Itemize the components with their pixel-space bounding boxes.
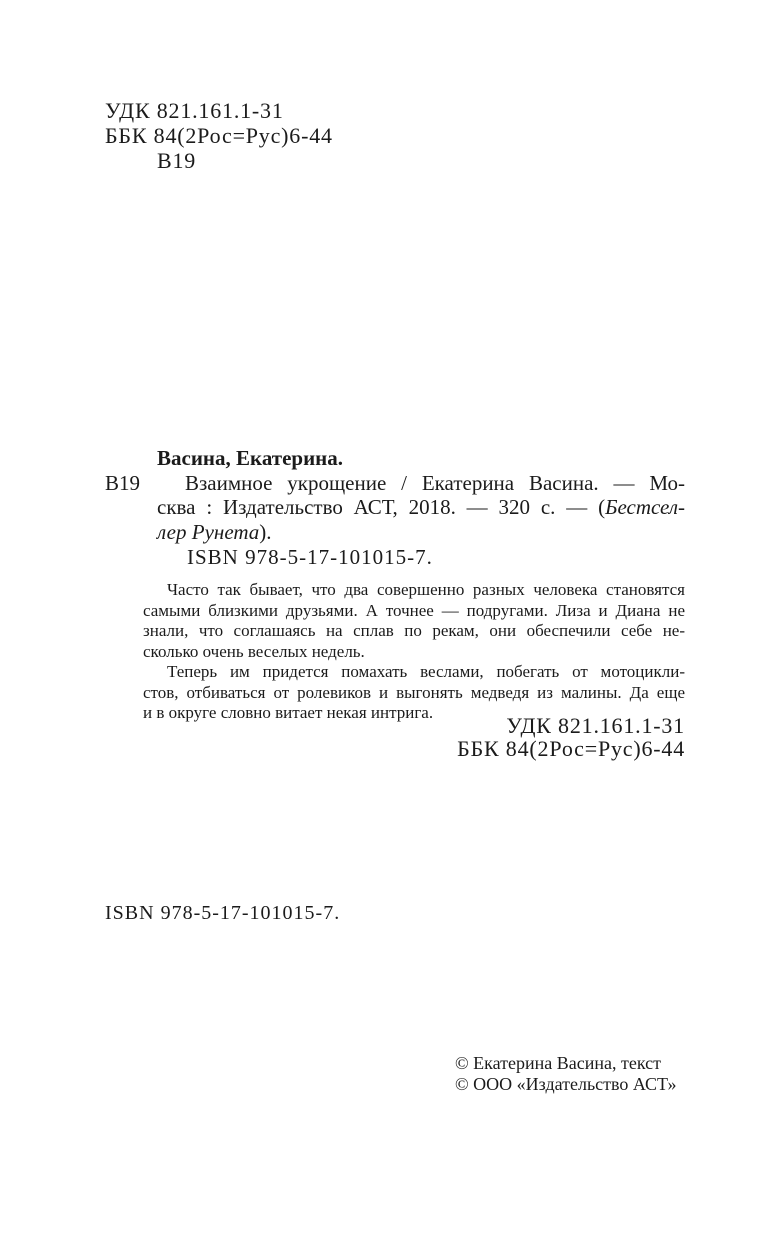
- copyright-block: [455, 1053, 677, 1095]
- card-title-line-3-roman: ).: [259, 519, 272, 544]
- card-series-italic-start: Бестсел-: [605, 495, 685, 519]
- classification-codes-right: [457, 714, 685, 760]
- card-title-line-3: [157, 520, 685, 545]
- annotation-line: знали, что соглашаясь на сплав по рекам, они обеспечили себе не-: [143, 621, 685, 640]
- card-title-line-1: Взаимное укрощение / Екатерина Васина. — Мо-: [185, 470, 685, 495]
- annotation-paragraph-1: [143, 580, 685, 662]
- copyright-publisher-line: © ООО «Издательство АСТ»: [455, 1074, 677, 1094]
- card-title-line-2-roman: сква : Издательство АСТ, 2018. — 320 с. — (: [157, 495, 606, 519]
- card-isbn: ISBN 978-5-17-101015-7.: [187, 545, 433, 569]
- card-series-italic-end: лер Рунета: [157, 519, 260, 544]
- udk-code-top: УДК 821.161.1-31: [105, 98, 284, 123]
- bbk-code-bottom: ББК 84(2Рос=Рус)6-44: [457, 736, 685, 761]
- author-sign-code: В19: [157, 148, 197, 173]
- card-author-heading: Васина, Екатерина.: [157, 446, 344, 470]
- annotation: [143, 580, 685, 724]
- annotation-line: сколько очень веселых недель.: [143, 641, 365, 661]
- annotation-line: стов, отбиваться от ролевиков и выгонять медведя из малины. Да еще: [143, 682, 685, 702]
- udk-code-bottom: УДК 821.161.1-31: [506, 713, 685, 738]
- classification-codes-top: [105, 98, 333, 173]
- copyright-author-line: © Екатерина Васина, текст: [455, 1053, 662, 1073]
- annotation-line: Часто так бывает, что два совершенно разных человека становятся: [167, 580, 685, 599]
- card-title-line-2: [157, 495, 685, 520]
- bbk-code-top: ББК 84(2Рос=Рус)6-44: [105, 123, 333, 148]
- annotation-line: самыми близкими друзьями. А точнее — подругами. Лиза и Диана не: [143, 600, 685, 620]
- catalog-card: [105, 446, 685, 570]
- card-author-sign-label: В19: [105, 470, 141, 495]
- annotation-line: и в округе словно витает некая интрига.: [143, 703, 434, 722]
- annotation-line: Теперь им придется помахать веслами, побегать от мотоцикли-: [167, 662, 685, 681]
- card-bibliographic-description: [157, 471, 685, 545]
- isbn-line: ISBN 978-5-17-101015-7.: [105, 902, 341, 924]
